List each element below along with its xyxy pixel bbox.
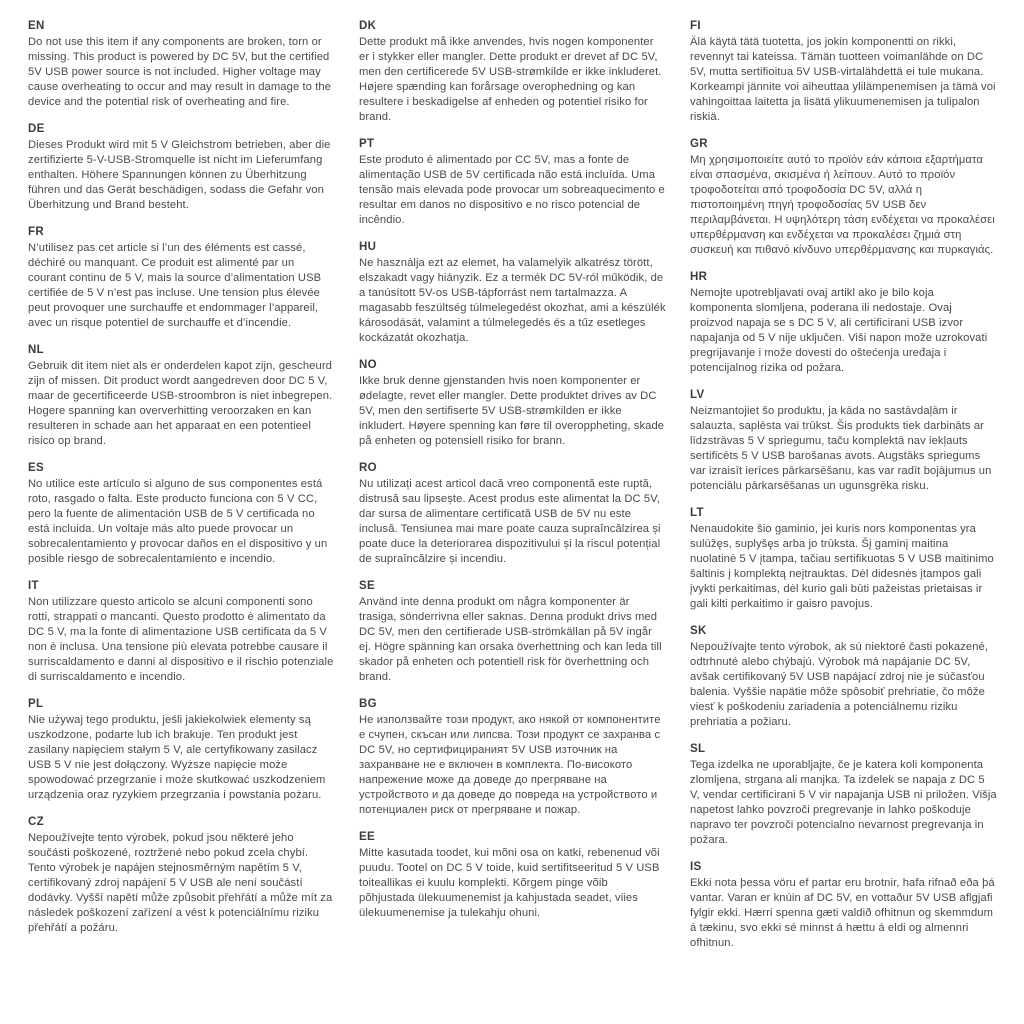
language-section [359,20,666,125]
language-section [28,344,335,449]
language-heading-de: DE [28,123,45,135]
language-text-ro: Nu utilizați acest articol dacă vreo componentă este ruptă, distrusă sau lipsește. Acest produs este alimentat la DC 5V, dar sursa de alimentare certificată USB de 5V nu este inclusă. Tensiunea mai mare poate cauza supraîncălzirea și poate duce la deteriorarea dispozitivului și la riscul potențial de supraîncălzire și incendiu. [359,478,661,565]
language-text-no: Ikke bruk denne gjenstanden hvis noen komponenter er ødelagte, revet eller mangler. Dette produktet drives av DC 5V, men den sertifiserte 5V USB-strømkilden er ikke inkludert. Høyere spenning kan føre til overoppheting, skade på enheten og potensiell risiko for brann. [359,375,665,447]
language-text-lt: Nenaudokite šio gaminio, jei kuris nors komponentas yra sulūžęs, suplyšęs arba jo trūksta. Šį gaminį maitina nuolatinė 5 V įtampa, tačiau sertifikuotas 5 V USB maitinimo šaltinis į komplektą neįtrauktas. Dėl didesnės įtampos gali įvykti perkaitimas, dėl kurio gali būti pažeistas prietaisas ir gali kilti perkaitimo ir gaisro pavojus. [690,523,994,610]
language-section [359,462,666,567]
language-heading-lv: LV [690,389,705,401]
language-section [359,698,666,818]
language-section [28,816,335,936]
language-text-es: No utilice este artículo si alguno de sus componentes está roto, rasgado o falta. Este producto funciona con 5 V CC, pero la fuente de alimentación USB de 5 V certificada no está incluida. Un voltaje más alto puede provocar un sobrecalentamiento y provocar daños en el dispositivo y un posible riesgo de sobrecalentamiento e incendio. [28,478,328,565]
language-text-hu: Ne használja ezt az elemet, ha valamelyik alkatrész törött, elszakadt vagy hiányzik. Ez a termék DC 5V-ról működik, de a tanúsított 5V-os USB-tápforrást nem tartalmazza. A magasabb feszültség túlmelegedést okozhat, ami a készülék károsodását, valamint a túlmelegedés és a tűz esetleges kockázatát okozhatja. [359,257,666,344]
language-text-is: Ekki nota þessa vöru ef partar eru brotnir, hafa rifnað eða þá vantar. Varan er knúin af DC 5V, en vottaður 5V USB aflgjafi fylgir ekki. Hærri spenna gæti valdið ofhitnun og skemmdum á tækinu, svo ekki sé minnst á hættu á eldi og almennri ofhitnun. [690,877,995,949]
language-section [690,861,997,951]
language-heading-bg: BG [359,698,377,710]
language-section [28,698,335,803]
language-text-cz: Nepoužívejte tento výrobek, pokud jsou některé jeho součásti poškozené, roztržené nebo pokud zcela chybí. Tento výrobek je napájen stejnosměrným napětím 5 V, certifikovaný zdroj napájení 5 V USB ale není součástí dodávky. Vyšší napětí může způsobit přehřátí a může mít za následek poškození zařízení a vést k potenciálnímu riziku přehřátí a požáru. [28,832,333,934]
language-heading-en: EN [28,20,45,32]
language-heading-lt: LT [690,507,704,519]
language-text-fi: Älä käytä tätä tuotetta, jos jokin komponentti on rikki, revennyt tai kateissa. Tämän tuotteen voimanlähde on DC 5V, mutta sertifioitua 5V USB-virtalähdettä ei tule mukana. Korkeampi jännite voi aiheuttaa ylilämpenemisen ja tämä voi vahingoittaa laitetta ja lisätä ylikuumenemisen ja tulipalon riskiä. [690,36,996,123]
language-heading-se: SE [359,580,375,592]
column-1 [28,20,335,949]
language-text-pl: Nie używaj tego produktu, jeśli jakiekolwiek elementy są uszkodzone, podarte lub ich brakuje. Ten produkt jest zasilany napięciem stałym 5 V, ale certyfikowany zasilacz USB 5 V nie jest dołączony. Wyższe napięcie może spowodować przegrzanie i może skutkować uszkodzeniem urządzenia oraz ryzykiem przegrzania i powstania pożaru. [28,714,326,801]
language-section [690,271,997,376]
language-heading-cz: CZ [28,816,44,828]
language-text-en: Do not use this item if any components are broken, torn or missing. This product is powered by DC 5V, but the certified 5V USB power source is not included. Higher voltage may cause overheating to occur and may result in damage to the device and the potential risk of overheating and fire. [28,36,332,108]
language-heading-ee: EE [359,831,375,843]
language-text-nl: Gebruik dit item niet als er onderdelen kapot zijn, gescheurd zijn of missen. Dit product wordt aangedreven door DC 5 V, maar de gecertificeerde USB-stroombron is niet inbegrepen. Hogere spanning kan oververhitting veroorzaken en kan resulteren in schade aan het apparaat en een potentieel risico op brand. [28,360,333,447]
language-text-de: Dieses Produkt wird mit 5 V Gleichstrom betrieben, aber die zertifizierte 5-V-USB-Stromquelle ist nicht im Lieferumfang enthalten. Höhere Spannungen können zu Überhitzung führen und das Gerät beschädigen, sodass die Gefahr von Überhitzung und Brand besteht. [28,139,331,211]
language-heading-gr: GR [690,138,708,150]
language-section [690,625,997,730]
language-section [690,743,997,848]
language-section [28,226,335,331]
language-heading-es: ES [28,462,44,474]
language-text-dk: Dette produkt må ikke anvendes, hvis nogen komponenter er i stykker eller mangler. Dette produkt er drevet af DC 5V, men den certificerede 5V USB-strømkilde er ikke inkluderet. Højere spænding kan forårsage overophedning og kan resultere i beskadigelse af enheden og potentiel risiko for brand. [359,36,662,123]
language-text-sk: Nepoužívajte tento výrobok, ak sú niektoré časti pokazené, odtrhnuté alebo chýbajú. Výrobok má napájanie DC 5V, avšak certifikovaný 5V USB napájací zdroj nie je súčasťou balenia. Vyššie napätie môže spôsobiť prehriatie, čo môže viesť k poškodeniu zariadenia a potenciálnemu riziku prehriatia a požiaru. [690,641,989,728]
multilingual-safety-notice [28,20,996,964]
language-section [359,241,666,346]
language-section [359,831,666,921]
language-section [28,580,335,685]
language-section [690,507,997,612]
column-3 [690,20,997,964]
language-heading-hr: HR [690,271,708,283]
language-heading-hu: HU [359,241,377,253]
language-text-gr: Μη χρησιμοποιείτε αυτό το προϊόν εάν κάποια εξαρτήματα είναι σπασμένα, σκισμένα ή λείπουν. Αυτό το προϊόν τροφοδοτείται από τροφοδοσία DC 5V, αλλά η πιστοποιημένη πηγή τροφοδοσίας 5V USB δεν περιλαμβάνεται. Η υψηλότερη τάση ενδέχεται να προκαλέσει υπερθέρμανση και ενδέχεται να προκαλέσει ζημιά στη συσκευή και πιθανό κίνδυνο υπερθέρμανσης και πυρκαγιάς. [690,154,995,256]
column-2 [359,20,666,934]
language-section [28,20,335,110]
language-section [359,580,666,685]
language-text-sl: Tega izdelka ne uporabljajte, če je katera koli komponenta zlomljena, strgana ali manjka. Ta izdelek se napaja z DC 5 V, vendar certificirani 5 V vir napajanja USB ni priložen. Višja napetost lahko povzroči pregrevanje in lahko poškoduje napravo ter povzroči potencialno nevarnost pregrevanja in požara. [690,759,997,846]
language-section [359,359,666,449]
language-heading-no: NO [359,359,377,371]
language-text-ee: Mitte kasutada toodet, kui mõni osa on katki, rebenenud või puudu. Tootel on DC 5 V toide, kuid sertifitseeritud 5 V USB toiteallikas ei kuulu komplekti. Kõrgem pinge võib põhjustada ülekuumenemist ja kahjustada seadet, viies ülekuumenemise ja tulekahju ohuni. [359,847,660,919]
language-heading-sl: SL [690,743,706,755]
language-section [690,138,997,258]
language-section [690,20,997,125]
language-heading-it: IT [28,580,39,592]
language-text-se: Använd inte denna produkt om några komponenter är trasiga, sönderrivna eller saknas. Denna produkt drivs med DC 5V, men den certifierade USB-strömkällan på 5V ingår ej. Högre spänning kan orsaka överhettning och kan leda till skador på enheten och potentiell risk för överhettning och brand. [359,596,662,683]
language-section [359,138,666,228]
language-heading-nl: NL [28,344,44,356]
language-section [690,389,997,494]
language-heading-pl: PL [28,698,44,710]
language-heading-is: IS [690,861,702,873]
language-text-it: Non utilizzare questo articolo se alcuni componenti sono rotti, strappati o mancanti. Questo prodotto è alimentato da DC 5 V, ma la fonte di alimentazione USB certificata da 5 V non è inclusa. Una tensione più elevata potrebbe causare il surriscaldamento e danni al dispositivo e il rischio potenziale di surriscaldamento e incendio. [28,596,334,683]
language-heading-fi: FI [690,20,701,32]
language-section [28,462,335,567]
language-text-lv: Neizmantojiet šo produktu, ja kāda no sastāvdaļām ir salauzta, saplēsta vai trūkst. Šis produkts tiek darbināts ar līdzstrāvas 5 V spriegumu, taču komplektā nav iekļauts sertificēts 5 V USB barošanas avots. Augstāks spriegums var izraisīt ierīces pārkarsēšanu, kas var radīt bojājumus un potenciālu pārkarsēšanas un ugunsgrēka risku. [690,405,992,492]
language-heading-sk: SK [690,625,707,637]
language-heading-pt: PT [359,138,375,150]
language-text-pt: Este produto é alimentado por CC 5V, mas a fonte de alimentação USB de 5V certificada não está incluída. Uma tensão mais elevada pode provocar um sobreaquecimento e resultar em danos no dispositivo e no risco potencial de incêndio. [359,154,665,226]
language-section [28,123,335,213]
language-text-fr: N’utilisez pas cet article si l’un des éléments est cassé, déchiré ou manquant. Ce produit est alimenté par un courant continu de 5 V, mais la source d’alimentation USB certifiée de 5 V n’est pas incluse. Une tension plus élevée peut provoquer une surchauffe et endommager l’appareil, avec un risque potentiel de surchauffe et d’incendie. [28,242,322,329]
language-text-hr: Nemojte upotrebljavati ovaj artikl ako je bilo koja komponenta slomljena, poderana ili nedostaje. Ovaj proizvod napaja se s DC 5 V, ali certificirani USB izvor napajanja od 5 V nije uključen. Viši napon može uzrokovati pregrijavanje i može dovesti do oštećenja uređaja i potencijalnog rizika od požara. [690,287,988,374]
language-heading-fr: FR [28,226,44,238]
language-heading-ro: RO [359,462,377,474]
language-heading-dk: DK [359,20,377,32]
language-text-bg: Не използвайте този продукт, ако някой от компонентите е счупен, скъсан или липсва. Този продукт се захранва с DC 5V, но сертифицираният 5V USB източник на захранване не е включен в комплекта. По-високото напрежение може да доведе до прегряване на устройството и да доведе до повреда на устройството и потенциален риск от прегряване и пожар. [359,714,661,816]
